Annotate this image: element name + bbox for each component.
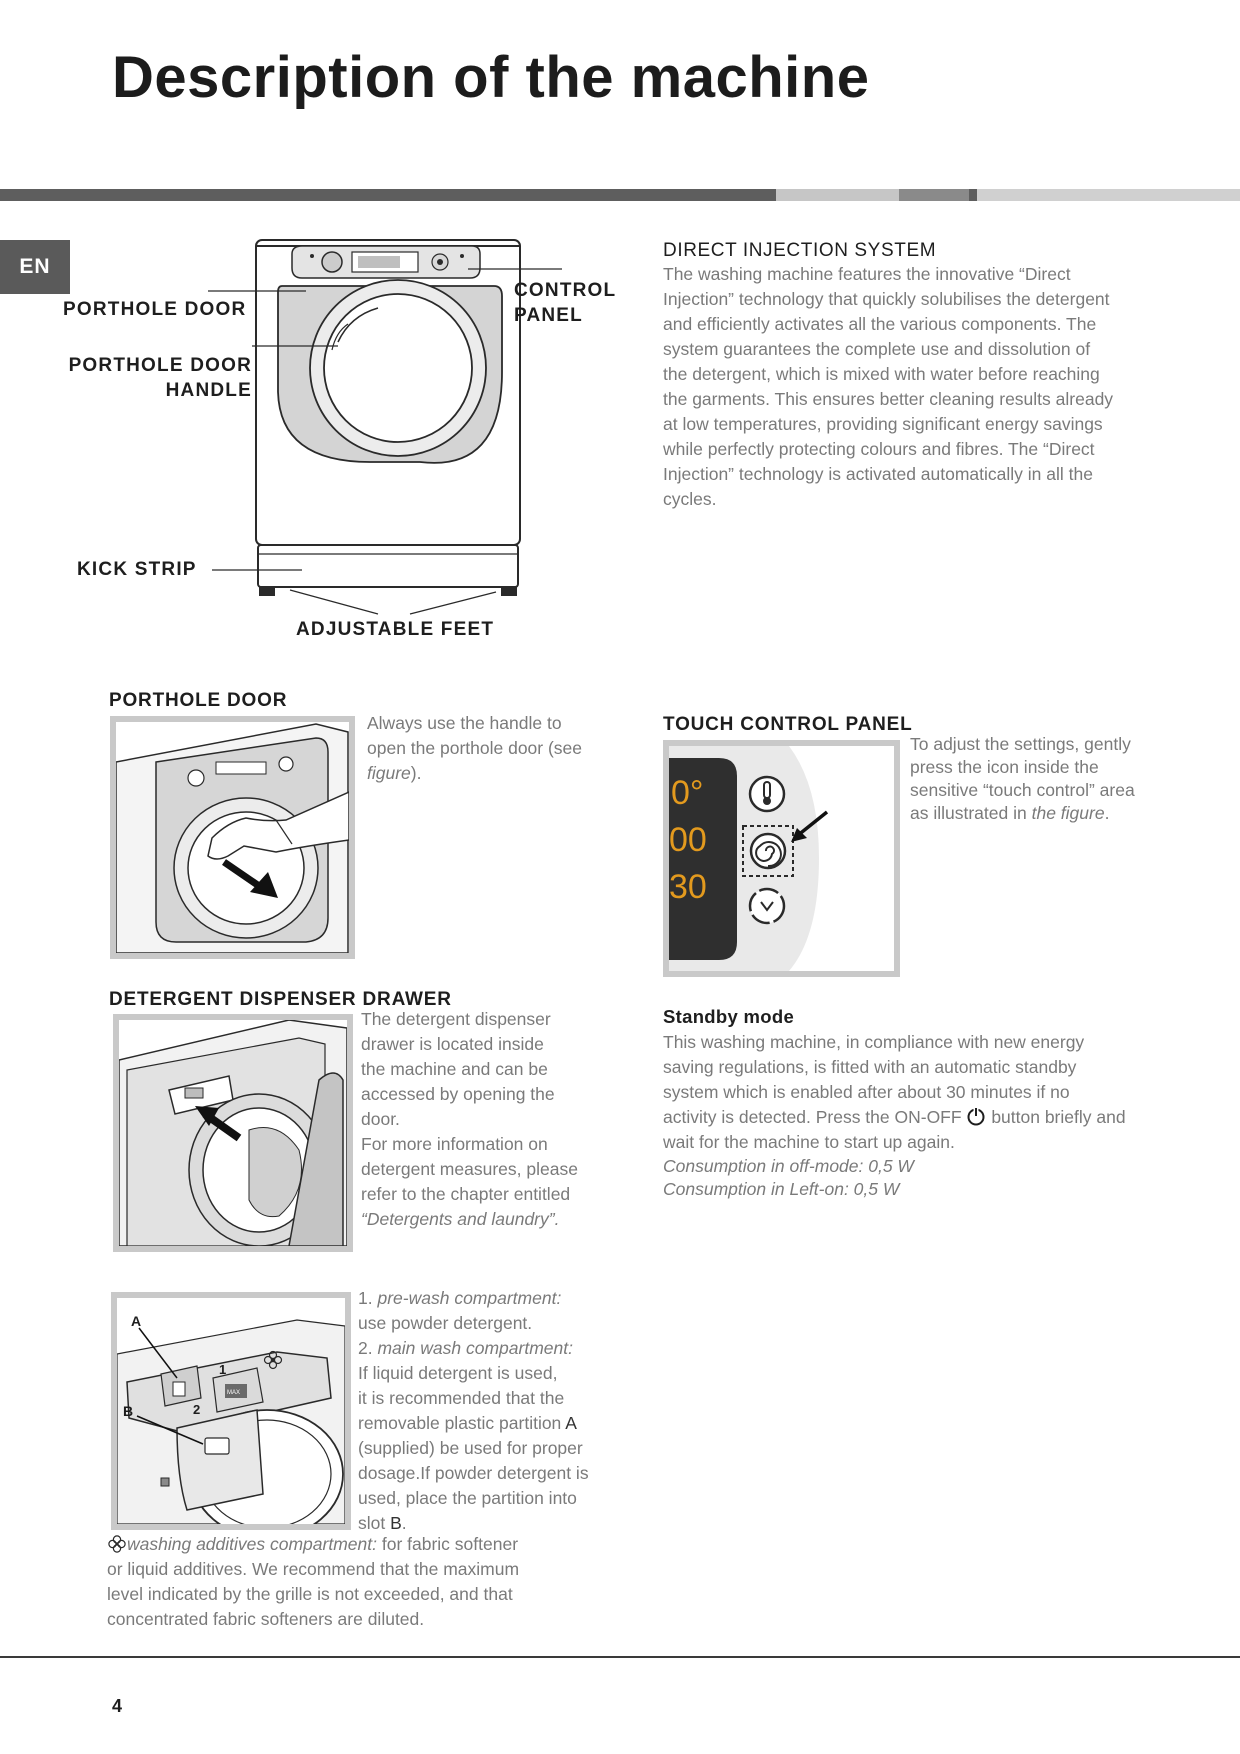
compartments-figure: [111, 1292, 351, 1530]
c1-name: pre-wash compartment:: [377, 1288, 562, 1308]
c2-line: it is recommended that the: [358, 1388, 565, 1408]
tp-line-2: press the icon inside the: [910, 757, 1099, 777]
marker-2: 2: [193, 1402, 201, 1417]
page-number: 4: [112, 1696, 123, 1716]
dd-chapter-ref: “Detergents and laundry”.: [361, 1209, 560, 1229]
additives-line: concentrated fabric softeners are diluted.: [107, 1609, 425, 1629]
label-control-panel: [514, 278, 616, 328]
di-line: while perfectly protecting colours and fibres. The “Direct: [663, 439, 1095, 459]
detergent-drawer-text: [361, 1007, 621, 1232]
dd-line: drawer is located inside: [361, 1034, 544, 1054]
marker-b: B: [123, 1403, 134, 1419]
di-line: the garments. This ensures better cleaning results already: [663, 389, 1114, 409]
marker-1: 1: [219, 1362, 227, 1377]
di-line: Injection” technology is activated automatically in all the: [663, 464, 1093, 484]
c2-line: If liquid detergent is used,: [358, 1363, 558, 1383]
di-line: at low temperatures, providing significant energy savings: [663, 414, 1103, 434]
consumption-off-mode: Consumption in off-mode: 0,5 W: [663, 1156, 914, 1176]
sb-line: system which is enabled after about 30 minutes if no: [663, 1082, 1070, 1102]
label-handle-line-2: HANDLE: [165, 380, 252, 401]
footer-rule: [0, 1656, 1240, 1658]
sb-line-4-end: button briefly and: [991, 1107, 1126, 1127]
dd-line: door.: [361, 1109, 400, 1129]
additives-line-1: [107, 1532, 627, 1557]
delay-timer-icon: [750, 889, 784, 923]
c2-line: used, place the partition into: [358, 1488, 577, 1508]
display-value-speed: 00: [669, 821, 707, 859]
porthole-door-illustration: [116, 722, 349, 953]
direct-injection-text: [663, 262, 1183, 512]
sb-line: saving regulations, is fitted with an automatic standby: [663, 1057, 1077, 1077]
dd-line: detergent measures, please: [361, 1159, 578, 1179]
tp-line-3: sensitive “touch control” area: [910, 780, 1135, 800]
dd-line: accessed by opening the: [361, 1084, 555, 1104]
compartments-illustration: [117, 1298, 345, 1524]
dd-line: The detergent dispenser: [361, 1009, 551, 1029]
c1-title: [358, 1286, 628, 1311]
di-line: Injection” technology that quickly solubilises the detergent: [663, 289, 1110, 309]
c2-partition-text: removable plastic partition: [358, 1413, 562, 1433]
dd-line: For more information on: [361, 1134, 548, 1154]
max-label: MAX: [227, 1390, 241, 1396]
touch-panel-illustration: [669, 746, 894, 971]
tp-line-4-end: .: [1104, 803, 1110, 823]
flower-icon: [107, 1534, 127, 1554]
label-adjustable-feet: ADJUSTABLE FEET: [296, 619, 495, 640]
di-line: system guarantees the complete use and dissolution of: [663, 339, 1091, 359]
detergent-drawer-illustration: [119, 1020, 347, 1246]
label-kick-strip: KICK STRIP: [77, 559, 197, 580]
c1-line-2: use powder detergent.: [358, 1313, 533, 1333]
tp-figure-ref: the figure: [1031, 803, 1105, 823]
dd-line: the machine and can be: [361, 1059, 548, 1079]
label-handle-line-1: PORTHOLE DOOR: [68, 355, 252, 376]
c2-partition-letter: A: [565, 1413, 577, 1433]
pd-line-3: [367, 761, 617, 786]
c1-number: 1.: [358, 1288, 373, 1308]
label-porthole-door-handle: [64, 353, 252, 403]
di-line: cycles.: [663, 489, 717, 509]
porthole-door-text: [367, 711, 617, 786]
thermometer-icon: [750, 777, 784, 811]
c2-number: 2.: [358, 1338, 373, 1358]
label-porthole-door: PORTHOLE DOOR: [63, 299, 247, 320]
sb-line-5: wait for the machine to start up again.: [663, 1132, 955, 1152]
touch-panel-heading: TOUCH CONTROL PANEL: [663, 714, 913, 735]
language-tab: EN: [0, 240, 70, 294]
pd-line-2: open the porthole door (see: [367, 738, 583, 758]
c2-name: main wash compartment:: [377, 1338, 573, 1358]
di-line: The washing machine features the innovative “Direct: [663, 264, 1071, 284]
porthole-door-figure: [110, 716, 355, 959]
detergent-drawer-figure: [113, 1014, 353, 1252]
c2-slot-text: slot: [358, 1513, 386, 1533]
c2-slot-letter: B: [390, 1513, 402, 1533]
additives-text: [107, 1532, 627, 1632]
dd-line: refer to the chapter entitled: [361, 1184, 571, 1204]
standby-heading: Standby mode: [663, 1006, 795, 1027]
pd-line-3-end: ).: [410, 763, 422, 783]
power-icon: [966, 1106, 986, 1126]
tp-line-4: [910, 802, 1190, 825]
tp-line-4-start: as illustrated in: [910, 803, 1027, 823]
di-line: the detergent, which is mixed with water before reaching: [663, 364, 1100, 384]
display-value-time: 30: [669, 868, 707, 906]
standby-text: [663, 1030, 1203, 1201]
di-line: and efficiently activates all the various components. The: [663, 314, 1097, 334]
page-title: Description of the machine: [112, 45, 870, 110]
additives-line-1-rest: for fabric softener: [381, 1534, 519, 1554]
tp-line-1: To adjust the settings, gently: [910, 734, 1131, 754]
c2-line-partition: [358, 1411, 628, 1436]
touch-panel-figure: [663, 740, 900, 977]
consumption-left-on: Consumption in Left-on: 0,5 W: [663, 1179, 900, 1199]
detergent-drawer-heading: DETERGENT DISPENSER DRAWER: [109, 989, 452, 1010]
c2-slot-end: .: [401, 1513, 407, 1533]
pd-figure-ref: figure: [367, 763, 411, 783]
porthole-door-heading: PORTHOLE DOOR: [109, 690, 288, 711]
additives-line: or liquid additives. We recommend that the maximum: [107, 1559, 520, 1579]
compartments-text: [358, 1286, 628, 1536]
additives-line: level indicated by the grille is not exceeded, and that: [107, 1584, 513, 1604]
sb-line-4: [663, 1105, 1203, 1130]
c2-line: dosage.If powder detergent is: [358, 1463, 589, 1483]
label-control-line-2: PANEL: [514, 305, 583, 326]
display-value-temp: 0°: [671, 774, 704, 812]
c2-line: (supplied) be used for proper: [358, 1438, 583, 1458]
touch-panel-text: [910, 733, 1190, 825]
label-control-line-1: CONTROL: [514, 280, 617, 301]
marker-a: A: [131, 1313, 142, 1329]
c2-title: [358, 1336, 628, 1361]
direct-injection-heading: DIRECT INJECTION SYSTEM: [663, 240, 937, 261]
pd-line-1: Always use the handle to: [367, 713, 562, 733]
sb-line: This washing machine, in compliance with new energy: [663, 1032, 1085, 1052]
sb-line-4-start: activity is detected. Press the ON-OFF: [663, 1107, 962, 1127]
additives-title: washing additives compartment:: [127, 1534, 377, 1554]
